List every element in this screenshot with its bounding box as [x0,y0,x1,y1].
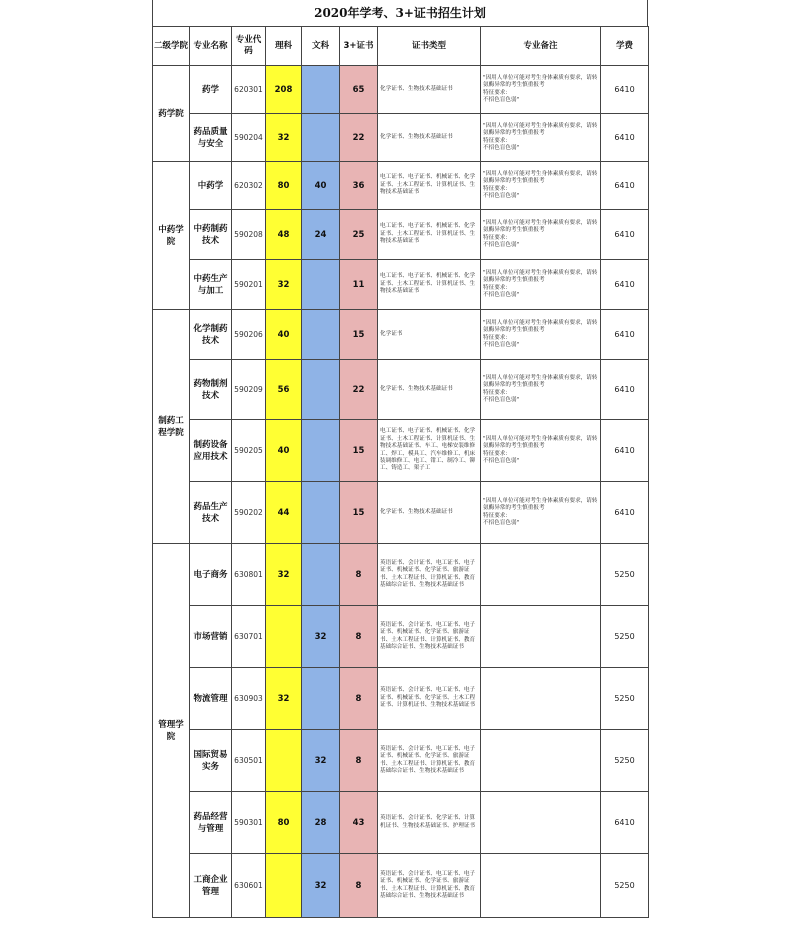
science-quota: 80 [266,162,302,210]
cert3-quota: 65 [340,66,378,114]
table-row [153,66,649,114]
major-code: 630601 [232,854,266,918]
table-row [153,854,649,918]
cert-types: 化学证书、生物技术基础证书 [378,66,481,114]
tuition-fee: 5250 [601,668,649,730]
header-remarks: 专业备注 [481,27,601,66]
tuition-fee: 6410 [601,420,649,482]
cert-types: 英语证书、会计证书、电工证书、电子证书、机械证书、化学证书、旅游证书、土木工程证书、计算机证书、教育基础综合证书、生物技术基础证书 [378,606,481,668]
arts-quota [302,360,340,420]
major-code: 590205 [232,420,266,482]
major-name: 药品经营与管理 [190,792,232,854]
arts-quota [302,114,340,162]
cert-types: 化学证书 [378,310,481,360]
major-code: 590301 [232,792,266,854]
tuition-fee: 6410 [601,792,649,854]
major-name: 物流管理 [190,668,232,730]
cert-types: 电工证书、电子证书、机械证书、化学证书、土木工程证书、计算机证书、生物技术基础证书 [378,162,481,210]
header-college: 二级学院 [153,27,190,66]
cert3-quota: 25 [340,210,378,260]
tuition-fee: 6410 [601,210,649,260]
cert3-quota: 8 [340,668,378,730]
table-row [153,360,649,420]
major-name: 电子商务 [190,544,232,606]
header-code: 专业代码 [232,27,266,66]
tuition-fee: 6410 [601,66,649,114]
table-row [153,114,649,162]
cert3-quota: 36 [340,162,378,210]
table-row [153,668,649,730]
header-cert-type: 证书类型 [378,27,481,66]
science-quota: 208 [266,66,302,114]
science-quota: 56 [266,360,302,420]
major-name: 中药生产与加工 [190,260,232,310]
college-name: 药学院 [153,66,190,162]
major-remarks: "因用人单位可能对考生身体素质有要求，请转氨酶异常的考生慎重报考 特征要求： 不招色盲色弱" [481,260,601,310]
arts-quota [302,260,340,310]
major-name: 药学 [190,66,232,114]
major-remarks: "因用人单位可能对考生身体素质有要求，请转氨酶异常的考生慎重报考 特征要求： 不招色盲色弱" [481,114,601,162]
cert3-quota: 15 [340,420,378,482]
major-remarks: "因用人单位可能对考生身体素质有要求，请转氨酶异常的考生慎重报考 特征要求： 不招色盲色弱" [481,310,601,360]
science-quota: 48 [266,210,302,260]
major-code: 620301 [232,66,266,114]
major-remarks [481,730,601,792]
cert3-quota: 43 [340,792,378,854]
science-quota: 40 [266,310,302,360]
header-cert3: 3+证书 [340,27,378,66]
science-quota: 32 [266,668,302,730]
cert-types: 英语证书、会计证书、电工证书、电子证书、机械证书、化学证书、旅游证书、土木工程证书、计算机证书、教育基础综合证书、生物技术基础证书 [378,854,481,918]
cert-types: 化学证书、生物技术基础证书 [378,482,481,544]
cert-types: 英语证书、会计证书、电工证书、电子证书、机械证书、化学证书、旅游证书、土木工程证书、计算机证书、教育基础综合证书、生物技术基础证书 [378,730,481,792]
arts-quota [302,544,340,606]
header-major: 专业名称 [190,27,232,66]
table-row [153,420,649,482]
cert-types: 化学证书、生物技术基础证书 [378,360,481,420]
science-quota: 40 [266,420,302,482]
major-remarks [481,668,601,730]
college-name: 中药学院 [153,162,190,310]
arts-quota: 32 [302,730,340,792]
major-name: 国际贸易实务 [190,730,232,792]
science-quota: 32 [266,544,302,606]
science-quota: 80 [266,792,302,854]
arts-quota [302,66,340,114]
major-name: 中药制药技术 [190,210,232,260]
arts-quota: 32 [302,606,340,668]
arts-quota: 28 [302,792,340,854]
major-remarks [481,606,601,668]
cert3-quota: 22 [340,114,378,162]
tuition-fee: 6410 [601,310,649,360]
table-row [153,310,649,360]
science-quota: 32 [266,114,302,162]
tuition-fee: 6410 [601,114,649,162]
major-code: 630701 [232,606,266,668]
major-code: 630801 [232,544,266,606]
arts-quota [302,668,340,730]
major-code: 590201 [232,260,266,310]
major-code: 590206 [232,310,266,360]
science-quota: 44 [266,482,302,544]
enrollment-plan-sheet [152,0,648,918]
cert3-quota: 11 [340,260,378,310]
cert-types: 电工证书、电子证书、机械证书、化学证书、土木工程证书、计算机证书、生物技术基础证书 [378,260,481,310]
cert3-quota: 8 [340,730,378,792]
arts-quota [302,420,340,482]
major-remarks: "因用人单位可能对考生身体素质有要求，请转氨酶异常的考生慎重报考 特征要求： 不招色盲色弱" [481,420,601,482]
tuition-fee: 6410 [601,162,649,210]
table-row [153,730,649,792]
major-remarks: "因用人单位可能对考生身体素质有要求，请转氨酶异常的考生慎重报考 特征要求： 不招色盲色弱" [481,360,601,420]
cert3-quota: 15 [340,310,378,360]
tuition-fee: 6410 [601,482,649,544]
table-row [153,260,649,310]
tuition-fee: 5250 [601,730,649,792]
arts-quota [302,482,340,544]
major-remarks [481,854,601,918]
major-code: 630903 [232,668,266,730]
cert-types: 英语证书、会计证书、化学证书、计算机证书、生物技术基础证书、护理证书 [378,792,481,854]
table-row [153,482,649,544]
major-code: 590208 [232,210,266,260]
table-row [153,544,649,606]
cert-types: 化学证书、生物技术基础证书 [378,114,481,162]
arts-quota [302,310,340,360]
table-row [153,210,649,260]
college-name: 管理学院 [153,544,190,918]
science-quota [266,854,302,918]
major-remarks [481,792,601,854]
major-remarks: "因用人单位可能对考生身体素质有要求，请转氨酶异常的考生慎重报考 特征要求： 不招色盲色弱" [481,66,601,114]
cert-types: 电工证书、电子证书、机械证书、化学证书、土木工程证书、计算机证书、生物技术基础证书 [378,210,481,260]
header-row [153,27,649,66]
table-row [153,162,649,210]
major-name: 药品质量与安全 [190,114,232,162]
cert3-quota: 8 [340,606,378,668]
tuition-fee: 5250 [601,544,649,606]
enrollment-table [152,26,649,918]
arts-quota: 40 [302,162,340,210]
cert-types: 电工证书、电子证书、机械证书、化学证书、土木工程证书、计算机证书、生物技术基础证书、车工、电梯安装维修工、焊工、模具工、汽车维修工、机床装调维修工、电工、钳工、制冷工、铆工、铸造工、架子工 [378,420,481,482]
cert3-quota: 15 [340,482,378,544]
science-quota [266,606,302,668]
header-arts: 文科 [302,27,340,66]
major-remarks: "因用人单位可能对考生身体素质有要求，请转氨酶异常的考生慎重报考 特征要求： 不招色盲色弱" [481,482,601,544]
arts-quota: 24 [302,210,340,260]
cert-types: 英语证书、会计证书、电工证书、电子证书、机械证书、化学证书、旅游证书、土木工程证书、计算机证书、教育基础综合证书、生物技术基础证书 [378,544,481,606]
major-name: 工商企业管理 [190,854,232,918]
major-remarks: "因用人单位可能对考生身体素质有要求，请转氨酶异常的考生慎重报考 特征要求： 不招色盲色弱" [481,210,601,260]
college-name: 制药工程学院 [153,310,190,544]
header-fee: 学费 [601,27,649,66]
major-code: 590202 [232,482,266,544]
header-science: 理科 [266,27,302,66]
major-code: 590209 [232,360,266,420]
major-name: 化学制药技术 [190,310,232,360]
tuition-fee: 5250 [601,606,649,668]
major-code: 620302 [232,162,266,210]
science-quota [266,730,302,792]
arts-quota: 32 [302,854,340,918]
table-body [153,66,649,918]
table-row [153,606,649,668]
sheet-title: 2020年学考、3+证书招生计划 [152,0,648,26]
major-name: 药物制剂技术 [190,360,232,420]
cert3-quota: 8 [340,544,378,606]
cert-types: 英语证书、会计证书、电工证书、电子证书、机械证书、化学证书、土木工程证书、计算机证书、生物技术基础证书 [378,668,481,730]
table-row [153,792,649,854]
major-code: 630501 [232,730,266,792]
major-name: 制药设备应用技术 [190,420,232,482]
tuition-fee: 6410 [601,260,649,310]
major-name: 药品生产技术 [190,482,232,544]
major-remarks [481,544,601,606]
tuition-fee: 6410 [601,360,649,420]
major-code: 590204 [232,114,266,162]
major-remarks: "因用人单位可能对考生身体素质有要求，请转氨酶异常的考生慎重报考 特征要求： 不招色盲色弱" [481,162,601,210]
science-quota: 32 [266,260,302,310]
tuition-fee: 5250 [601,854,649,918]
cert3-quota: 8 [340,854,378,918]
major-name: 市场营销 [190,606,232,668]
major-name: 中药学 [190,162,232,210]
cert3-quota: 22 [340,360,378,420]
